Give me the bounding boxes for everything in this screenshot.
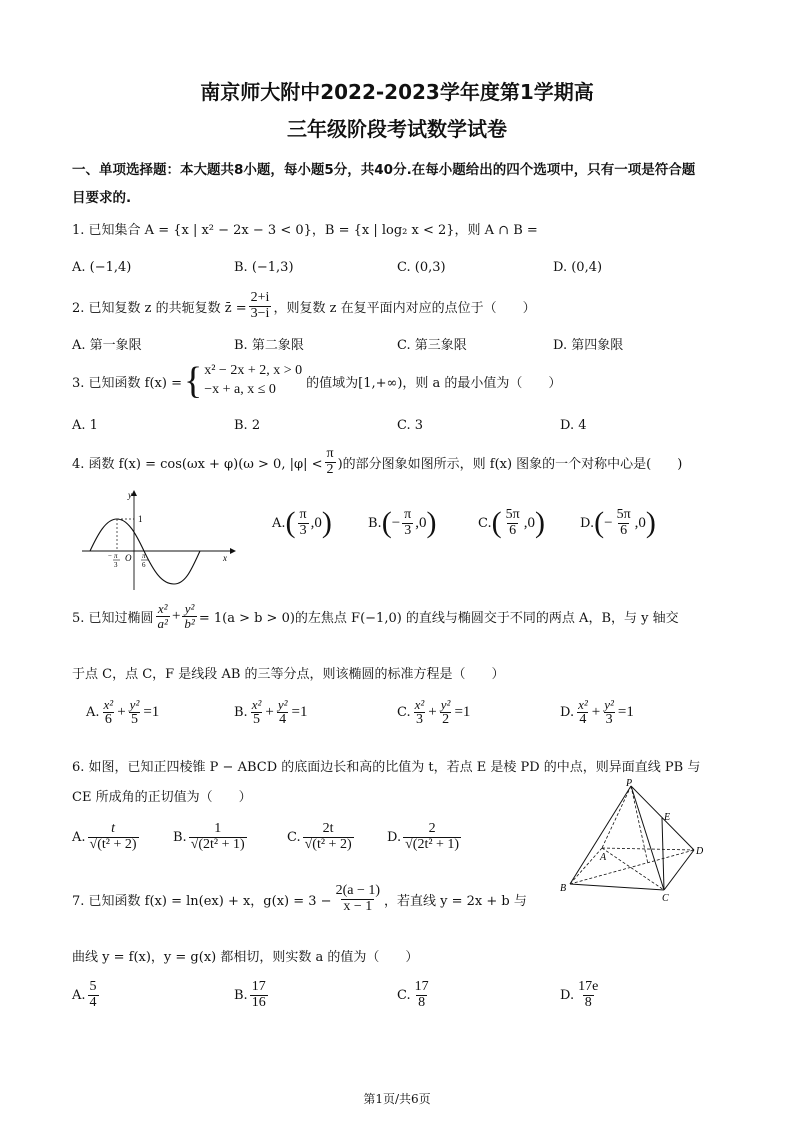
paren-close: ) <box>534 506 545 540</box>
q7-post: ，若直线 y = 2x + b 与 <box>384 893 527 909</box>
q4-a-den: 3 <box>299 522 307 538</box>
q7-d-label: D. <box>560 987 575 1003</box>
label-C: C <box>662 893 669 904</box>
paren-close: ) <box>426 506 437 540</box>
q1-option-a[interactable]: A. (−1,4) <box>72 260 132 275</box>
q5-yden: b² <box>184 615 195 631</box>
ysq: y² <box>277 697 288 712</box>
q6-pyramid-figure <box>556 776 716 904</box>
eq-one: =1 <box>617 704 634 721</box>
q6-option-b[interactable] <box>173 822 249 852</box>
edge-CD <box>664 850 694 890</box>
q3-brace: { <box>183 360 203 402</box>
plus: + <box>171 607 181 624</box>
q7-c-num: 17 <box>414 979 429 994</box>
q3-case2: −x + a, x ≤ 0 <box>204 382 276 397</box>
q3-option-a[interactable]: A. 1 <box>72 418 98 433</box>
page-title-line2: 三年级阶段考试数学试卷 <box>287 117 507 141</box>
page-number: 第1页/共6页 <box>363 1092 431 1106</box>
q6-b-frac <box>189 822 247 852</box>
q7-c-den: 8 <box>418 994 426 1010</box>
graph-one-label: 1 <box>138 514 143 524</box>
q6-d-label: D. <box>387 829 402 845</box>
q4-d-num: 5π <box>616 507 631 522</box>
q4-a-num: π <box>299 507 307 522</box>
q3-pre: 3. 已知函数 f(x) = <box>72 375 182 391</box>
q7-option-c[interactable] <box>397 980 433 1010</box>
comma-zero: ,0 <box>415 514 427 531</box>
plus: + <box>591 704 601 721</box>
q4-a-frac <box>298 508 309 538</box>
question-5-line1 <box>72 602 679 630</box>
q2-option-b[interactable]: B. 第二象限 <box>234 338 304 353</box>
q7-a-frac <box>88 980 99 1010</box>
q6-a-num: t <box>111 821 115 836</box>
q5-c-label: C. <box>397 705 411 721</box>
graph-y-label: y <box>128 490 132 500</box>
edge-PB <box>570 786 631 884</box>
label-D: D <box>696 846 704 857</box>
q5-a-fy <box>128 698 142 727</box>
q7-option-a[interactable] <box>72 980 101 1010</box>
q4-option-d-label: D. <box>580 515 595 531</box>
paren-open: ( <box>381 506 392 540</box>
segment-CE <box>662 818 664 890</box>
q1-option-b[interactable]: B. (−1,3) <box>234 260 294 275</box>
question-1-text: 1. 已知集合 A = {x | x² − 2x − 3 < 0}，B = {x | log₂ x < 2}，则 A ∩ B = <box>72 223 538 238</box>
q6-c-num: 2t <box>322 821 334 836</box>
q5-option-b[interactable] <box>234 698 307 727</box>
question-6-line2: CE 所成角的正切值为（ ） <box>72 790 252 805</box>
eq-one: =1 <box>291 704 308 721</box>
graph-neg-sign: − <box>108 552 112 560</box>
q6-b-label: B. <box>173 829 187 845</box>
q7-a-den: 4 <box>89 994 97 1010</box>
label-E: E <box>664 812 671 823</box>
comma-zero: ,0 <box>634 514 646 531</box>
ysq: y² <box>440 697 451 712</box>
xsq: x² <box>578 697 588 712</box>
section-heading-line1: 一、单项选择题：本大题共8小题，每小题5分，共40分.在每小题给出的四个选项中，只有一项是符合题 <box>72 162 696 178</box>
question-6-line1: 6. 如图，已知正四棱锥 P − ABCD 的底面边长和高的比值为 t，若点 E 是棱 PD 的中点，则异面直线 PB 与 <box>72 760 701 775</box>
question-2-text <box>72 291 536 321</box>
q5-option-c[interactable] <box>397 698 470 727</box>
question-7-line1 <box>72 884 527 914</box>
pyramid-height <box>631 786 648 864</box>
q6-b-num: 1 <box>214 821 222 836</box>
edge-AD <box>602 848 694 850</box>
q5-b-b: 4 <box>279 711 287 727</box>
q4-option-a-label: A. <box>272 515 286 531</box>
label-P: P <box>626 778 633 789</box>
plus: + <box>117 704 126 721</box>
q3-case1: x² − 2x + 2, x > 0 <box>204 363 303 379</box>
q7-b-frac <box>250 980 268 1010</box>
q4-option-b[interactable] <box>368 508 436 538</box>
q7-b-label: B. <box>234 987 248 1003</box>
q5-d-fy <box>602 698 616 727</box>
q4-frac-num: π <box>326 446 334 461</box>
q5-c-fx <box>413 698 427 727</box>
q7-c-frac <box>413 980 431 1010</box>
q4-option-c[interactable] <box>478 508 545 538</box>
q1-option-d[interactable]: D. (0,4) <box>553 260 603 275</box>
q5-b-fx <box>250 698 264 727</box>
label-B: B <box>560 883 567 894</box>
edge-PA <box>602 786 631 848</box>
q4-c-den: 6 <box>509 522 517 538</box>
q6-d-den: √(2t² + 1) <box>405 836 460 852</box>
q3-post: 的值域为[1,+∞)，则 a 的最小值为（ ） <box>306 375 562 391</box>
q4-b-frac <box>402 508 413 538</box>
q6-option-a[interactable] <box>72 822 141 852</box>
q2-option-d[interactable]: D. 第四象限 <box>553 338 624 353</box>
graph-pos-den: 6 <box>142 561 146 569</box>
graph-pos-num: π <box>142 552 146 560</box>
paren-open: ( <box>285 506 296 540</box>
q5-b-fy <box>276 698 290 727</box>
q4-cosine-graph <box>78 488 238 593</box>
q6-a-den: √(t² + 2) <box>89 836 137 852</box>
q7-d-den: 8 <box>584 994 592 1010</box>
question-7-line2: 曲线 y = f(x)，y = g(x) 都相切，则实数 a 的值为（ ） <box>72 950 419 965</box>
q7-a-label: A. <box>72 987 86 1003</box>
q7-a-num: 5 <box>89 979 97 994</box>
question-4-text <box>72 447 682 477</box>
q3-option-b[interactable]: B. 2 <box>234 418 261 433</box>
ysq: y² <box>129 697 140 712</box>
paren-close: ) <box>645 506 656 540</box>
q2-fraction <box>249 291 272 321</box>
graph-neg-den: 3 <box>114 561 118 569</box>
xsq: x² <box>103 697 114 712</box>
q4-option-a[interactable] <box>272 508 332 538</box>
q5-a-a: 6 <box>104 711 112 727</box>
section-heading-line2: 目要求的. <box>72 190 132 206</box>
paren-open: ( <box>491 506 502 540</box>
q5-d-label: D. <box>560 705 575 721</box>
q6-d-frac <box>403 822 461 852</box>
q2-frac-den: 3−i <box>250 305 270 321</box>
q5-c-b: 2 <box>442 711 450 727</box>
plus: + <box>265 704 274 721</box>
q5-frac-x <box>156 602 170 630</box>
q4-b-sign: − <box>391 514 401 531</box>
xsq: x² <box>251 697 262 712</box>
q7-d-num: 17e <box>578 979 599 994</box>
q5-frac-y <box>182 602 196 630</box>
q4-b-den: 3 <box>404 522 412 538</box>
diagonal-BD <box>570 850 694 884</box>
q2-frac-num: 2+i <box>250 290 270 305</box>
graph-x-arrow-icon <box>230 548 236 554</box>
q6-d-num: 2 <box>428 821 436 836</box>
q7-num: 2(a − 1) <box>335 883 380 898</box>
q6-a-frac <box>88 822 139 852</box>
q3-option-c[interactable]: C. 3 <box>397 418 424 433</box>
q4-d-frac <box>615 508 633 538</box>
paren-open: ( <box>594 506 605 540</box>
q5-xden: a² <box>157 615 168 631</box>
q5-c-fy <box>439 698 453 727</box>
question-5-line2: 于点 C，点 C，F 是线段 AB 的三等分点，则该椭圆的标准方程是（ ） <box>72 667 505 682</box>
q4-option-b-label: B. <box>368 515 382 531</box>
q6-option-c[interactable] <box>287 822 356 852</box>
label-A: A <box>600 852 607 863</box>
q4-fraction <box>324 447 335 477</box>
ysq: y² <box>604 697 614 712</box>
q4-c-num: 5π <box>505 507 520 522</box>
q4-d-den: 6 <box>620 522 628 538</box>
edge-PC <box>631 786 664 890</box>
comma-zero: ,0 <box>523 514 535 531</box>
q4-b-num: π <box>404 507 412 522</box>
q4-post: )的部分图象如图所示，则 f(x) 图象的一个对称中心是( ) <box>337 456 683 472</box>
q7-pre: 7. 已知函数 f(x) = ln(ex) + x，g(x) = 3 − <box>72 893 332 909</box>
q7-option-d[interactable] <box>560 980 602 1010</box>
q2-option-c[interactable]: C. 第三象限 <box>397 338 467 353</box>
paren-close: ) <box>321 506 332 540</box>
plus: + <box>428 704 437 721</box>
q6-c-den: √(t² + 2) <box>304 836 352 852</box>
q5-ynum: y² <box>184 601 195 616</box>
xsq: x² <box>414 697 425 712</box>
q7-b-den: 16 <box>251 994 266 1010</box>
q4-pre: 4. 函数 f(x) = cos(ωx + φ)(ω > 0, |φ| < <box>72 456 323 472</box>
q5-pre: 5. 已知过椭圆 <box>72 610 154 626</box>
graph-neg-num: π <box>114 552 118 560</box>
q5-d-fx <box>576 698 590 727</box>
q5-a-fx <box>102 698 116 727</box>
q4-option-d[interactable] <box>580 508 656 538</box>
q5-c-a: 3 <box>415 711 423 727</box>
q7-b-num: 17 <box>251 979 266 994</box>
diagonal-AC <box>602 848 664 890</box>
q5-b-a: 5 <box>253 711 261 727</box>
q6-a-label: A. <box>72 829 86 845</box>
q5-d-b: 3 <box>605 711 613 727</box>
question-3-text <box>72 362 561 400</box>
q4-d-sign: − <box>604 514 613 531</box>
q4-option-c-label: C. <box>478 515 492 531</box>
comma-zero: ,0 <box>310 514 322 531</box>
edge-BC <box>570 884 664 890</box>
q5-option-d[interactable] <box>560 698 634 727</box>
q7-frac <box>334 884 382 914</box>
q3-option-d[interactable]: D. 4 <box>560 418 587 433</box>
q6-option-d[interactable] <box>387 822 463 852</box>
q4-c-frac <box>504 508 522 538</box>
q7-c-label: C. <box>397 987 411 1003</box>
q5-b-label: B. <box>234 705 248 721</box>
eq-one: =1 <box>143 704 160 721</box>
eq-one: =1 <box>454 704 471 721</box>
q5-option-a[interactable] <box>86 698 159 727</box>
q7-den: x − 1 <box>343 898 373 914</box>
q7-d-frac <box>576 980 600 1010</box>
q5-a-label: A. <box>86 705 100 721</box>
q2-pre: 2. 已知复数 z 的共轭复数 z̄ = <box>72 300 247 316</box>
page-title-line1: 南京师大附中2022-2023学年度第1学期高 <box>200 80 594 104</box>
q3-cases <box>204 362 302 400</box>
q2-option-a[interactable]: A. 第一象限 <box>72 338 142 353</box>
q7-option-b[interactable] <box>234 980 270 1010</box>
q6-c-frac <box>303 822 354 852</box>
q5-a-b: 5 <box>131 711 138 727</box>
q2-post: ，则复数 z 在复平面内对应的点位于（ ） <box>273 300 536 316</box>
q6-b-den: √(2t² + 1) <box>190 836 245 852</box>
graph-origin-label: O <box>125 553 132 563</box>
q4-frac-den: 2 <box>326 461 334 477</box>
q6-c-label: C. <box>287 829 301 845</box>
q5-post: = 1(a > b > 0)的左焦点 F(−1,0) 的直线与椭圆交于不同的两点 A，B，与 y 轴交 <box>198 610 679 626</box>
edge-AB <box>570 848 602 884</box>
graph-x-label: x <box>223 553 227 563</box>
q5-xnum: x² <box>157 601 168 616</box>
q5-d-a: 4 <box>579 711 587 727</box>
q1-option-c[interactable]: C. (0,3) <box>397 260 446 275</box>
